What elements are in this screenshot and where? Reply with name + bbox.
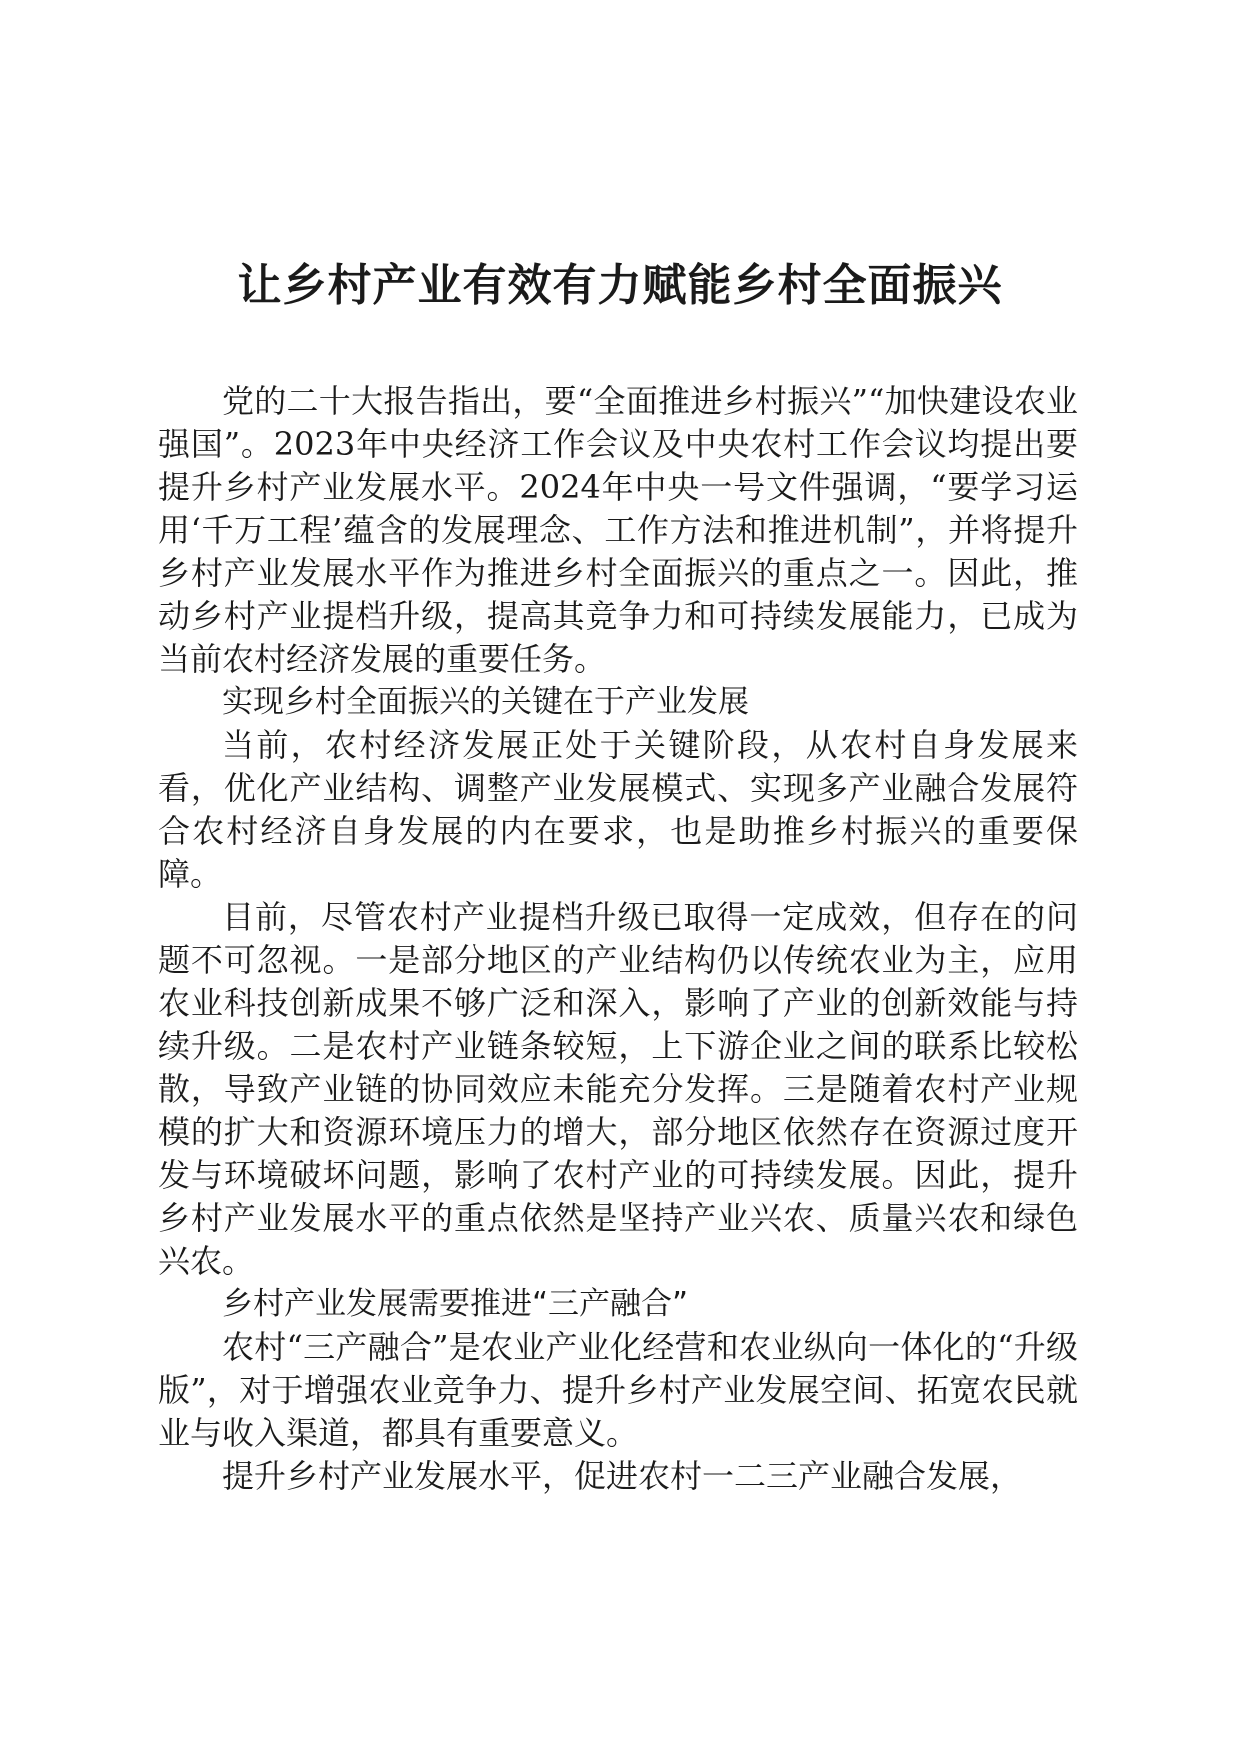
paragraph-three-industries: 农村“三产融合”是农业产业化经营和农业纵向一体化的“升级版”，对于增强农业竞争力、提升乡村产业发展空间、拓宽农民就业与收入渠道，都具有重要意义。 (158, 1328, 1078, 1452)
document-title: 让乡村产业有效有力赋能乡村全面振兴 (237, 260, 1003, 311)
section-heading-1: 实现乡村全面振兴的关键在于产业发展 (222, 684, 749, 720)
article-body (158, 380, 1078, 1498)
section-heading-2: 乡村产业发展需要推进“三产融合” (222, 1286, 689, 1322)
paragraph-improve-level: 提升乡村产业发展水平，促进农村一二三产业融合发展， (222, 1457, 1023, 1495)
paragraph-intro: 党的二十大报告指出，要“全面推进乡村振兴”“加快建设农业强国”。2023年中央经济工作会议及中央农村工作会议均提出要提升乡村产业发展水平。2024年中央一号文件强调，“要学习运用‘千万工程’蕴含的发展理念、工作方法和推进机制”，并将提升乡村产业发展水平作为推进乡村全面振兴的重点之一。因此，推动乡村产业提档升级，提高其竞争力和可持续发展能力，已成为当前农村经济发展的重要任务。 (158, 382, 1078, 678)
paragraph-problems: 目前，尽管农村产业提档升级已取得一定成效，但存在的问题不可忽视。一是部分地区的产业结构仍以传统农业为主，应用农业科技创新成果不够广泛和深入，影响了产业的创新效能与持续升级。二是农村产业链条较短，上下游企业之间的联系比较松散，导致产业链的协同效应未能充分发挥。三是随着农村产业规模的扩大和资源环境压力的增大，部分地区依然存在资源过度开发与环境破坏问题，影响了农村产业的可持续发展。因此，提升乡村产业发展水平的重点依然是坚持产业兴农、质量兴农和绿色兴农。 (158, 898, 1078, 1280)
paragraph-current-stage: 当前，农村经济发展正处于关键阶段，从农村自身发展来看，优化产业结构、调整产业发展模式、实现多产业融合发展符合农村经济自身发展的内在要求，也是助推乡村振兴的重要保障。 (158, 726, 1078, 893)
